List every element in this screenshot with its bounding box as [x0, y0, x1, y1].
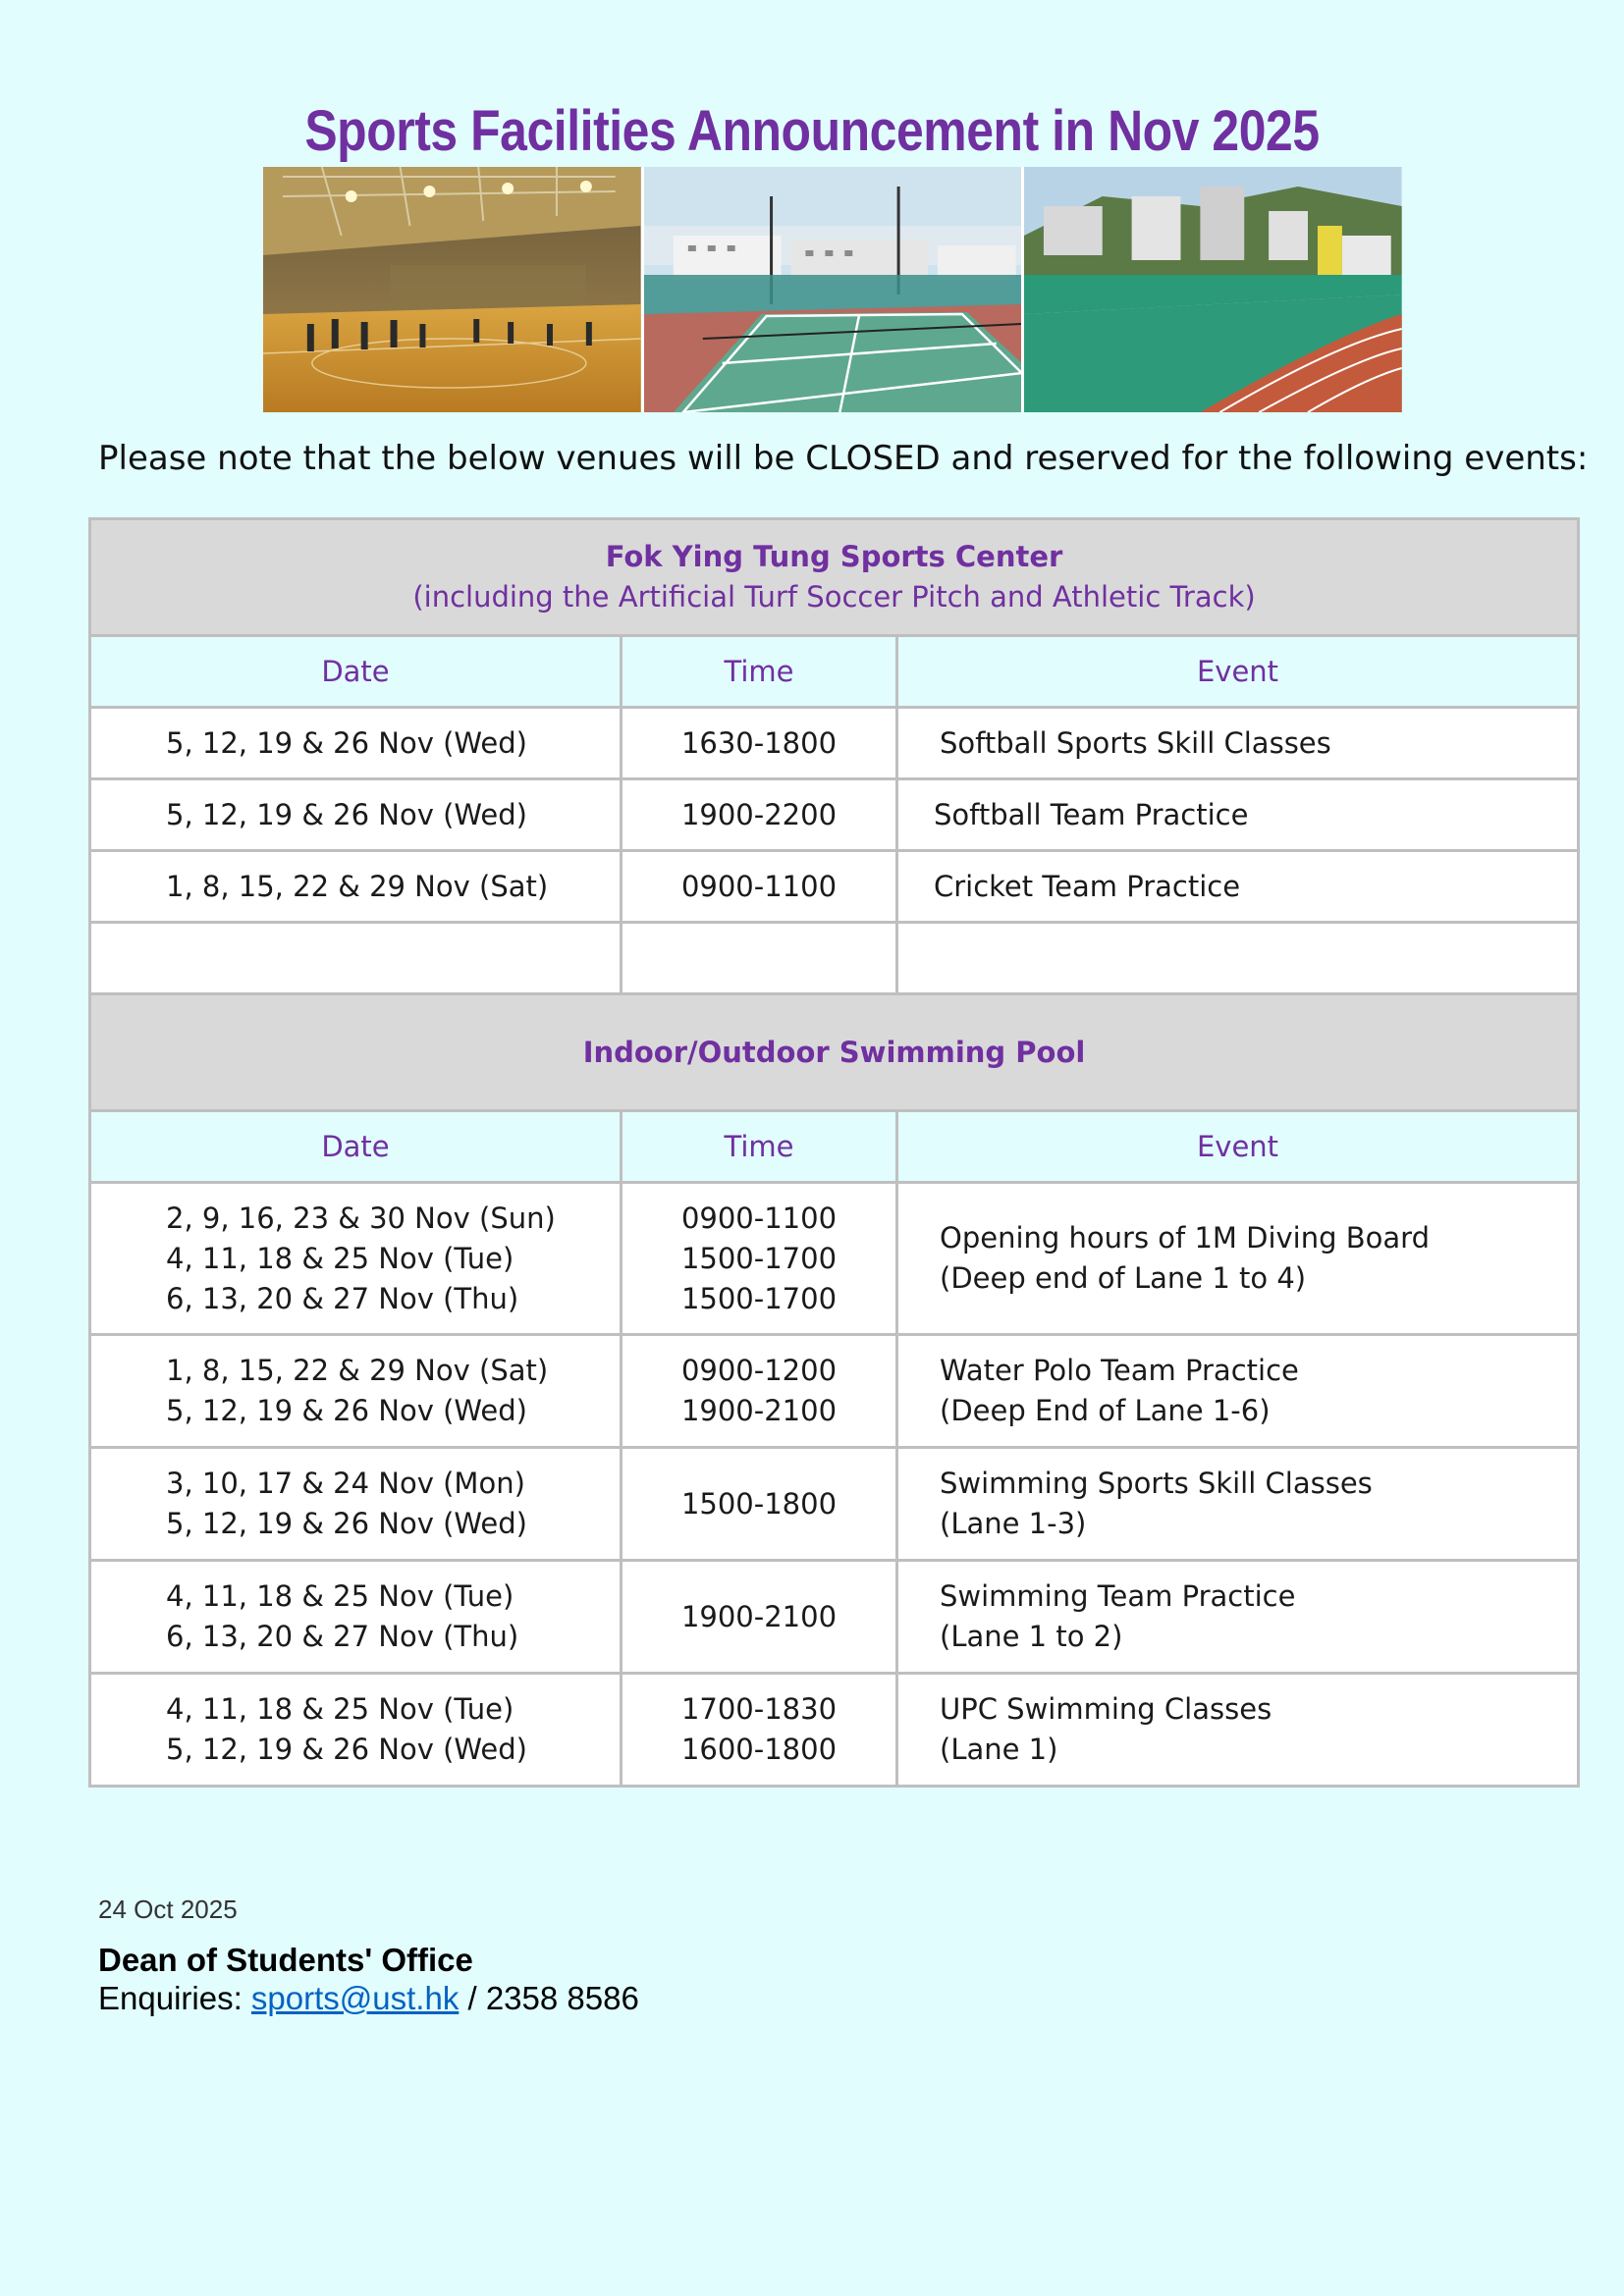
- time-cell: 0900-1100 1500-1700 1500-1700: [622, 1183, 897, 1335]
- table-row: [90, 779, 1579, 851]
- time-cell: 1900-2100: [622, 1561, 897, 1674]
- column-header-row: [90, 636, 1579, 708]
- time-cell: 0900-1200 1900-2100: [622, 1335, 897, 1448]
- table-row-empty: [90, 923, 1579, 994]
- table-row: [90, 1335, 1579, 1448]
- page-title: Sports Facilities Announcement in Nov 2025: [304, 99, 1320, 163]
- time-cell: 1900-2200: [622, 779, 897, 851]
- table-row: [90, 1448, 1579, 1561]
- table-row: [90, 1674, 1579, 1787]
- date-cell: 1, 8, 15, 22 & 29 Nov (Sat): [90, 851, 622, 923]
- table-row: [90, 1183, 1579, 1335]
- event-cell: Cricket Team Practice: [897, 851, 1579, 923]
- office-name: Dean of Students' Office: [98, 1942, 473, 1978]
- time-cell: 1630-1800: [622, 708, 897, 779]
- tennis-court-photo: [644, 167, 1022, 412]
- issue-date: 24 Oct 2025: [98, 1895, 238, 1924]
- column-header-time: Time: [622, 1111, 897, 1183]
- column-header-time: Time: [622, 636, 897, 708]
- time-cell: 1700-1830 1600-1800: [622, 1674, 897, 1787]
- event-cell: Swimming Team Practice (Lane 1 to 2): [897, 1561, 1579, 1674]
- date-cell: 1, 8, 15, 22 & 29 Nov (Sat) 5, 12, 19 & 26 Nov (Wed): [90, 1335, 622, 1448]
- enquiries-label: Enquiries:: [98, 1980, 251, 2016]
- date-cell: 3, 10, 17 & 24 Nov (Mon) 5, 12, 19 & 26 Nov (Wed): [90, 1448, 622, 1561]
- time-cell: 1500-1800: [622, 1448, 897, 1561]
- venue-name: Indoor/Outdoor Swimming Pool: [582, 1035, 1086, 1069]
- venue-name: Fok Ying Tung Sports Center: [605, 540, 1063, 573]
- indoor-sports-hall-photo: [263, 167, 641, 412]
- table-row: [90, 851, 1579, 923]
- event-cell: UPC Swimming Classes (Lane 1): [897, 1674, 1579, 1787]
- column-header-event: Event: [897, 636, 1579, 708]
- email-link[interactable]: sports@ust.hk: [250, 1980, 460, 2016]
- venue-header: [90, 994, 1579, 1111]
- event-cell: Swimming Sports Skill Classes (Lane 1-3): [897, 1448, 1579, 1561]
- table-row: [90, 1561, 1579, 1674]
- closure-schedule-table: [88, 517, 1580, 1788]
- event-cell: Opening hours of 1M Diving Board (Deep end of Lane 1 to 4): [897, 1183, 1579, 1335]
- table-row: [90, 708, 1579, 779]
- phone-number: / 2358 8586: [459, 1980, 639, 2016]
- time-cell: [622, 923, 897, 994]
- date-cell: 5, 12, 19 & 26 Nov (Wed): [90, 708, 622, 779]
- event-cell: Softball Team Practice: [897, 779, 1579, 851]
- time-cell: 0900-1100: [622, 851, 897, 923]
- venue-header: [90, 519, 1579, 636]
- column-header-row: [90, 1111, 1579, 1183]
- column-header-event: Event: [897, 1111, 1579, 1183]
- date-cell: [90, 923, 622, 994]
- event-cell: [897, 923, 1579, 994]
- event-cell: Softball Sports Skill Classes: [897, 708, 1579, 779]
- event-cell: Water Polo Team Practice (Deep End of Lane 1-6): [897, 1335, 1579, 1448]
- athletic-track-photo: [1024, 167, 1402, 412]
- column-header-date: Date: [90, 636, 622, 708]
- enquiries-line: [98, 1980, 639, 2017]
- photo-banner: [263, 167, 1402, 412]
- date-cell: 4, 11, 18 & 25 Nov (Tue) 5, 12, 19 & 26 Nov (Wed): [90, 1674, 622, 1787]
- date-cell: 5, 12, 19 & 26 Nov (Wed): [90, 779, 622, 851]
- date-cell: 2, 9, 16, 23 & 30 Nov (Sun) 4, 11, 18 & 25 Nov (Tue) 6, 13, 20 & 27 Nov (Thu): [90, 1183, 622, 1335]
- column-header-date: Date: [90, 1111, 622, 1183]
- venue-subtitle: (including the Artificial Turf Soccer Pitch and Athletic Track): [412, 580, 1256, 614]
- intro-text: Please note that the below venues will be CLOSED and reserved for the following events:: [98, 439, 1589, 478]
- date-cell: 4, 11, 18 & 25 Nov (Tue) 6, 13, 20 & 27 Nov (Thu): [90, 1561, 622, 1674]
